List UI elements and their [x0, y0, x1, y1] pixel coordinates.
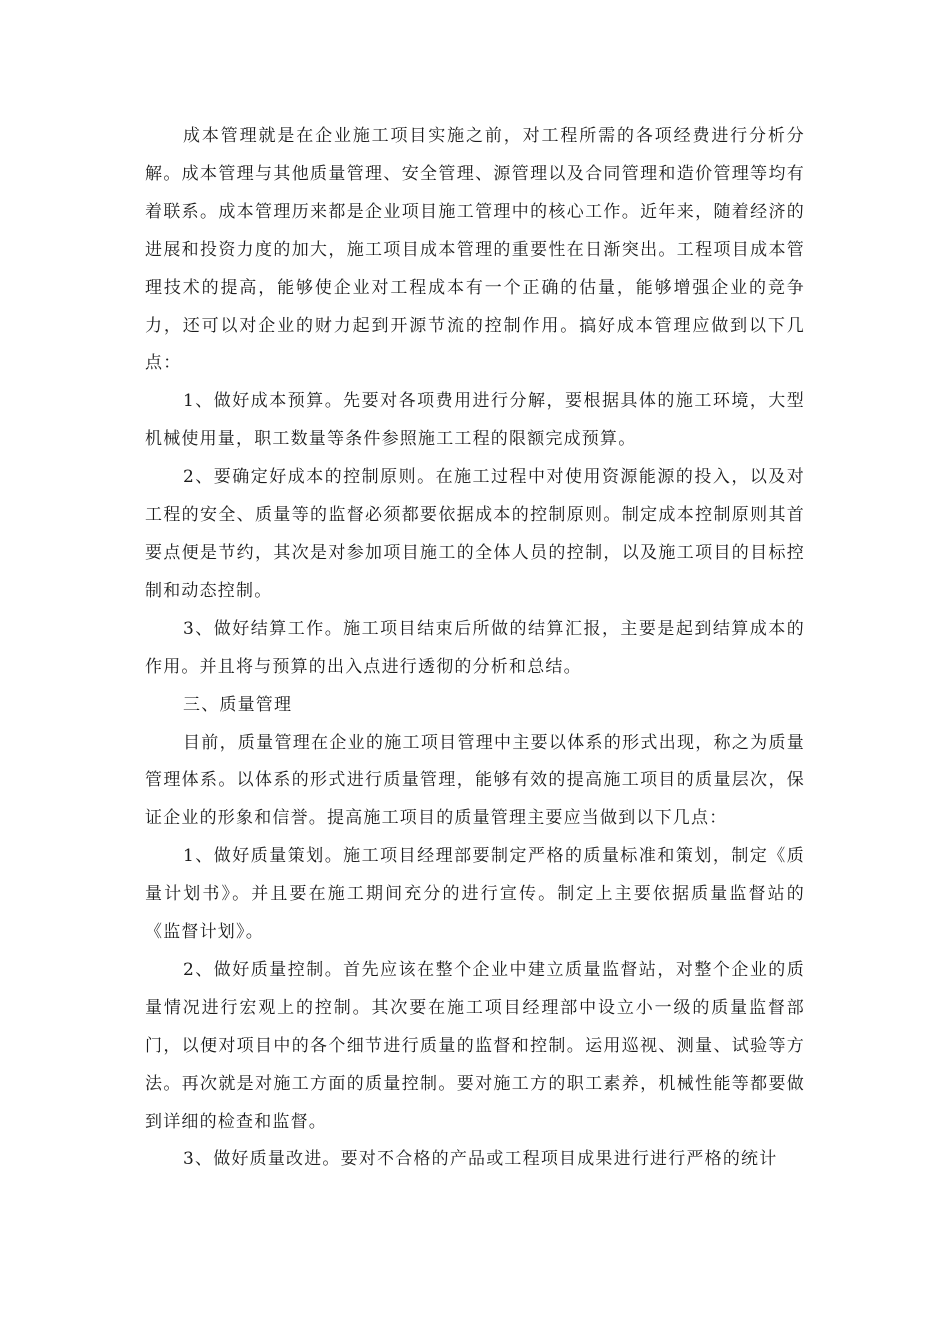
section-heading-quality-management: 三、质量管理 [183, 694, 293, 715]
paragraph-cost-management-intro: 成本管理就是在企业施工项目实施之前，对工程所需的各项经费进行分析分解。成本管理与其他质量管理、安全管理、源管理以及合同管理和造价管理等均有着联系。成本管理历来都是企业项目施工管理中的核心工作。近年来，随着经济的进展和投资力度的加大，施工项目成本管理的重要性在日渐突出。工程项目成本管理技术的提高，能够使企业对工程成本有一个正确的估量，能够增强企业的竞争力，还可以对企业的财力起到开源节流的控制作用。搞好成本管理应做到以下几点： [145, 126, 805, 374]
paragraph-cost-item-1: 1、做好成本预算。先要对各项费用进行分解，要根据具体的施工环境，大型机械使用量，职工数量等条件参照施工工程的限额完成预算。 [145, 391, 805, 450]
document-body [145, 118, 805, 1179]
paragraph-cost-item-3: 3、做好结算工作。施工项目结束后所做的结算汇报，主要是起到结算成本的作用。并且将与预算的出入点进行透彻的分析和总结。 [145, 618, 805, 677]
paragraph-quality-item-3: 3、做好质量改进。要对不合格的产品或工程项目成果进行进行严格的统计 [183, 1149, 778, 1170]
paragraph-quality-item-1: 1、做好质量策划。施工项目经理部要制定严格的质量标准和策划，制定《质量计划书》。并且要在施工期间充分的进行宣传。制定上主要依据质量监督站的《监督计划》。 [145, 846, 805, 943]
paragraph-cost-item-2: 2、要确定好成本的控制原则。在施工过程中对使用资源能源的投入，以及对工程的安全、质量等的监督必须都要依据成本的控制原则。制定成本控制原则其首要点便是节约，其次是对参加项目施工的全体人员的控制，以及施工项目的目标控制和动态控制。 [145, 467, 805, 601]
paragraph-quality-item-2: 2、做好质量控制。首先应该在整个企业中建立质量监督站，对整个企业的质量情况进行宏观上的控制。其次要在施工项目经理部中设立小一级的质量监督部门，以便对项目中的各个细节进行质量的监督和控制。运用巡视、测量、试验等方法。再次就是对施工方面的质量控制。要对施工方的职工素养，机械性能等都要做到详细的检查和监督。 [145, 959, 805, 1132]
paragraph-quality-intro: 目前，质量管理在企业的施工项目管理中主要以体系的形式出现，称之为质量管理体系。以体系的形式进行质量管理，能够有效的提高施工项目的质量层次，保证企业的形象和信誉。提高施工项目的质量管理主要应当做到以下几点： [145, 732, 805, 829]
